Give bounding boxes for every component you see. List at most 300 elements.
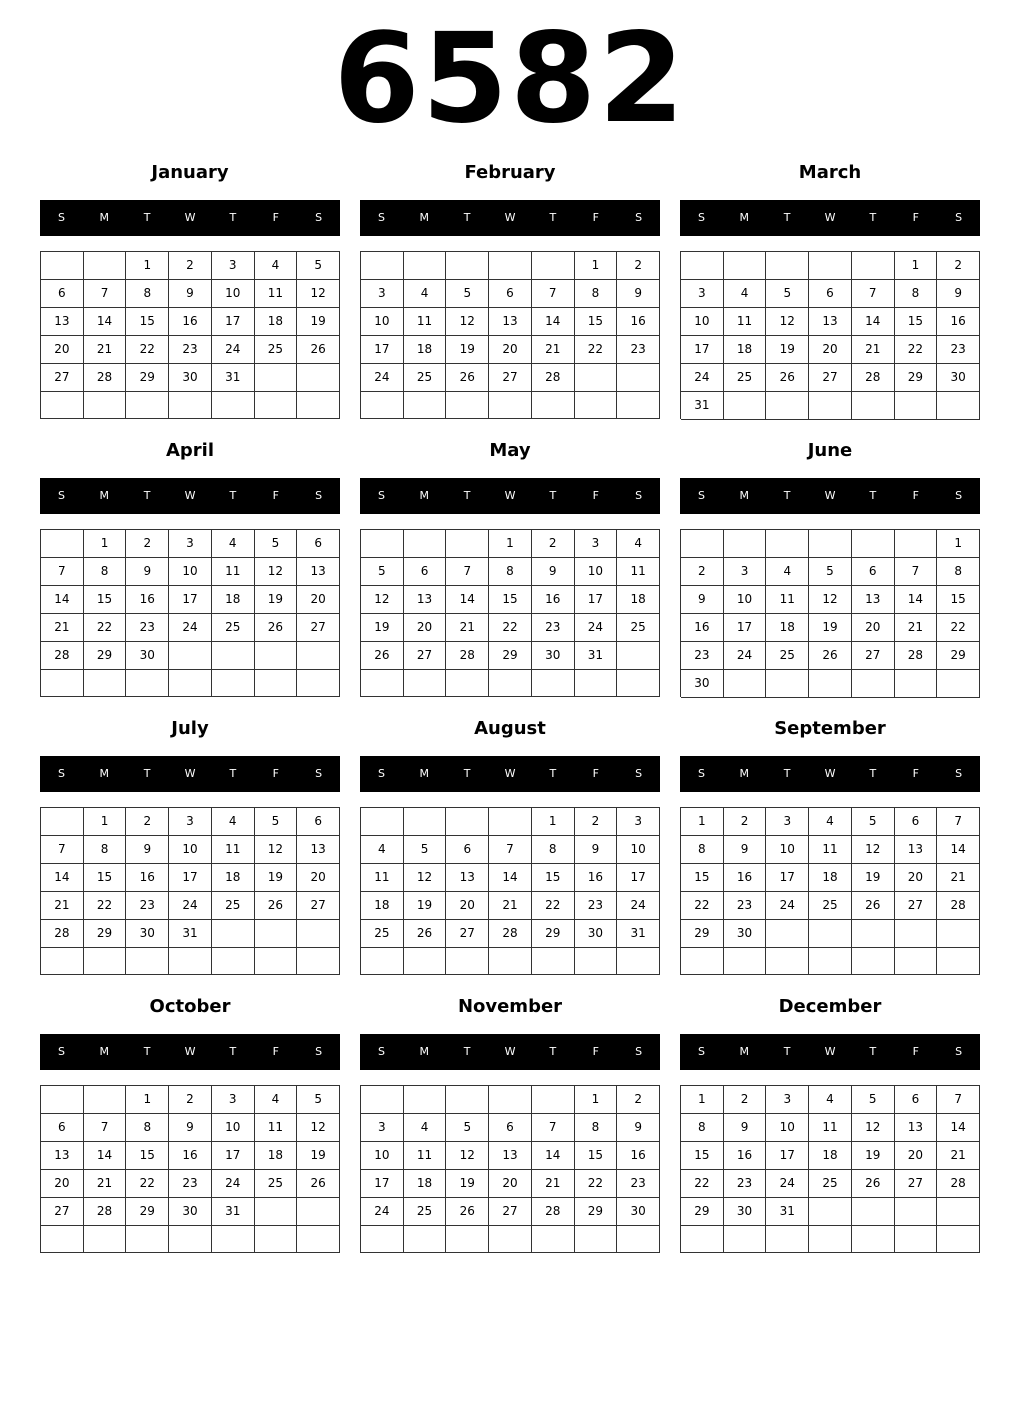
day-cell: 25 <box>809 892 852 920</box>
day-grid <box>680 807 980 975</box>
empty-cell <box>446 670 489 697</box>
empty-cell <box>852 1226 895 1253</box>
day-cell: 25 <box>255 336 298 364</box>
day-cell: 12 <box>361 586 404 614</box>
weekday-label: M <box>99 767 110 780</box>
day-cell: 16 <box>937 308 980 336</box>
empty-cell <box>895 1198 938 1226</box>
day-cell: 10 <box>212 1114 255 1142</box>
day-cell: 5 <box>446 1114 489 1142</box>
day-cell: 23 <box>681 642 724 670</box>
day-cell: 15 <box>126 1142 169 1170</box>
day-cell: 16 <box>724 864 767 892</box>
empty-cell <box>169 670 212 697</box>
month-name: April <box>165 440 215 461</box>
weekday-label: F <box>272 767 279 780</box>
weekday-header <box>40 200 340 236</box>
day-cell: 25 <box>212 614 255 642</box>
day-cell: 27 <box>404 642 447 670</box>
day-cell: 22 <box>84 892 127 920</box>
weekday-label: W <box>504 211 516 224</box>
day-cell: 15 <box>937 586 980 614</box>
day-cell: 17 <box>169 586 212 614</box>
day-cell: 14 <box>532 1142 575 1170</box>
empty-cell <box>489 1086 532 1114</box>
day-cell: 9 <box>169 1114 212 1142</box>
day-cell: 13 <box>297 836 340 864</box>
day-cell: 2 <box>617 252 660 280</box>
day-cell: 16 <box>126 864 169 892</box>
day-cell: 2 <box>937 252 980 280</box>
weekday-label: S <box>315 767 323 780</box>
day-cell: 28 <box>937 892 980 920</box>
weekday-header <box>40 478 340 514</box>
day-cell: 13 <box>852 586 895 614</box>
empty-cell <box>446 1226 489 1253</box>
empty-cell <box>575 392 618 419</box>
empty-cell <box>446 530 489 558</box>
month-name: December <box>778 996 882 1017</box>
empty-cell <box>297 364 340 392</box>
day-cell: 26 <box>361 642 404 670</box>
day-cell: 23 <box>724 892 767 920</box>
day-grid <box>40 529 340 697</box>
empty-cell <box>617 948 660 975</box>
day-cell: 18 <box>724 336 767 364</box>
day-cell: 15 <box>895 308 938 336</box>
empty-cell <box>724 392 767 420</box>
day-cell: 28 <box>446 642 489 670</box>
day-cell: 16 <box>169 308 212 336</box>
day-cell: 14 <box>84 308 127 336</box>
day-cell: 9 <box>617 1114 660 1142</box>
empty-cell <box>446 808 489 836</box>
day-cell: 11 <box>361 864 404 892</box>
day-cell: 28 <box>895 642 938 670</box>
day-cell: 28 <box>84 364 127 392</box>
empty-cell <box>489 252 532 280</box>
empty-cell <box>84 670 127 697</box>
empty-cell <box>297 642 340 670</box>
day-cell: 21 <box>489 892 532 920</box>
day-cell: 11 <box>809 1114 852 1142</box>
weekday-label: S <box>57 767 65 780</box>
empty-cell <box>212 948 255 975</box>
day-cell: 6 <box>41 1114 84 1142</box>
day-cell: 5 <box>297 1086 340 1114</box>
weekday-label: T <box>229 211 237 224</box>
weekday-label: T <box>869 489 877 502</box>
day-cell: 20 <box>852 614 895 642</box>
day-cell: 3 <box>169 530 212 558</box>
empty-cell <box>297 1226 340 1253</box>
weekday-label: T <box>869 767 877 780</box>
day-cell: 29 <box>575 1198 618 1226</box>
empty-cell <box>84 252 127 280</box>
day-cell: 30 <box>532 642 575 670</box>
weekday-label: S <box>697 1045 705 1058</box>
weekday-label: W <box>504 489 516 502</box>
empty-cell <box>895 948 938 975</box>
day-cell: 24 <box>361 1198 404 1226</box>
day-cell: 30 <box>169 364 212 392</box>
day-cell: 19 <box>297 1142 340 1170</box>
day-cell: 5 <box>766 280 809 308</box>
day-cell: 29 <box>937 642 980 670</box>
day-cell: 2 <box>532 530 575 558</box>
day-cell: 22 <box>937 614 980 642</box>
weekday-label: F <box>912 1045 919 1058</box>
day-cell: 17 <box>575 586 618 614</box>
empty-cell <box>297 948 340 975</box>
empty-cell <box>809 1198 852 1226</box>
day-cell: 10 <box>724 586 767 614</box>
day-cell: 23 <box>169 1170 212 1198</box>
empty-cell <box>126 670 169 697</box>
weekday-label: M <box>419 489 430 502</box>
day-cell: 24 <box>212 1170 255 1198</box>
weekday-label: M <box>419 767 430 780</box>
day-cell: 11 <box>809 836 852 864</box>
day-cell: 5 <box>446 280 489 308</box>
day-cell: 27 <box>852 642 895 670</box>
day-cell: 15 <box>489 586 532 614</box>
weekday-label: T <box>549 211 557 224</box>
empty-cell <box>895 920 938 948</box>
empty-cell <box>446 948 489 975</box>
day-grid <box>360 251 660 419</box>
day-cell: 8 <box>84 836 127 864</box>
empty-cell <box>297 670 340 697</box>
day-cell: 8 <box>681 1114 724 1142</box>
weekday-label: T <box>143 489 151 502</box>
empty-cell <box>361 1226 404 1253</box>
day-cell: 25 <box>255 1170 298 1198</box>
empty-cell <box>212 642 255 670</box>
day-cell: 4 <box>766 558 809 586</box>
day-cell: 9 <box>532 558 575 586</box>
day-cell: 9 <box>575 836 618 864</box>
day-grid <box>40 251 340 419</box>
day-cell: 15 <box>681 864 724 892</box>
day-cell: 9 <box>617 280 660 308</box>
empty-cell <box>575 1226 618 1253</box>
weekday-label: M <box>99 211 110 224</box>
day-cell: 26 <box>852 892 895 920</box>
day-cell: 8 <box>84 558 127 586</box>
day-cell: 3 <box>766 1086 809 1114</box>
day-cell: 17 <box>212 1142 255 1170</box>
empty-cell <box>575 670 618 697</box>
empty-cell <box>41 252 84 280</box>
weekday-label: T <box>549 489 557 502</box>
empty-cell <box>852 670 895 698</box>
day-cell: 10 <box>575 558 618 586</box>
day-cell: 15 <box>681 1142 724 1170</box>
month-name: May <box>489 440 531 461</box>
day-grid <box>360 1085 660 1253</box>
weekday-header <box>360 478 660 514</box>
day-cell: 12 <box>766 308 809 336</box>
day-cell: 15 <box>84 586 127 614</box>
day-cell: 3 <box>766 808 809 836</box>
day-cell: 18 <box>404 1170 447 1198</box>
day-cell: 19 <box>852 1142 895 1170</box>
weekday-label: M <box>739 1045 750 1058</box>
day-cell: 13 <box>895 1114 938 1142</box>
empty-cell <box>895 392 938 420</box>
day-cell: 21 <box>84 336 127 364</box>
day-grid <box>680 251 980 419</box>
day-cell: 21 <box>852 336 895 364</box>
weekday-label: M <box>419 1045 430 1058</box>
month-name: September <box>774 718 886 739</box>
empty-cell <box>361 1086 404 1114</box>
day-cell: 5 <box>297 252 340 280</box>
empty-cell <box>617 364 660 392</box>
day-cell: 13 <box>895 836 938 864</box>
empty-cell <box>489 948 532 975</box>
weekday-label: T <box>463 489 471 502</box>
day-cell: 14 <box>41 864 84 892</box>
empty-cell <box>724 530 767 558</box>
day-cell: 23 <box>937 336 980 364</box>
day-cell: 19 <box>255 586 298 614</box>
day-cell: 30 <box>126 920 169 948</box>
empty-cell <box>809 392 852 420</box>
day-cell: 27 <box>41 364 84 392</box>
day-cell: 26 <box>446 364 489 392</box>
weekday-label: F <box>912 211 919 224</box>
day-cell: 9 <box>169 280 212 308</box>
weekday-label: S <box>697 767 705 780</box>
day-cell: 29 <box>84 920 127 948</box>
empty-cell <box>852 920 895 948</box>
day-cell: 30 <box>617 1198 660 1226</box>
weekday-label: W <box>184 489 196 502</box>
day-cell: 8 <box>937 558 980 586</box>
day-cell: 6 <box>895 808 938 836</box>
month-name: January <box>151 162 229 183</box>
weekday-header <box>680 200 980 236</box>
day-cell: 16 <box>681 614 724 642</box>
day-cell: 30 <box>575 920 618 948</box>
day-cell: 8 <box>681 836 724 864</box>
empty-cell <box>41 670 84 697</box>
day-cell: 6 <box>852 558 895 586</box>
day-cell: 19 <box>809 614 852 642</box>
day-cell: 4 <box>212 530 255 558</box>
day-cell: 20 <box>895 864 938 892</box>
day-cell: 2 <box>169 1086 212 1114</box>
weekday-label: T <box>783 211 791 224</box>
weekday-label: T <box>229 1045 237 1058</box>
empty-cell <box>169 642 212 670</box>
day-cell: 25 <box>404 364 447 392</box>
day-cell: 10 <box>361 1142 404 1170</box>
day-cell: 25 <box>404 1198 447 1226</box>
day-cell: 13 <box>446 864 489 892</box>
day-cell: 17 <box>361 1170 404 1198</box>
empty-cell <box>617 392 660 419</box>
empty-cell <box>489 1226 532 1253</box>
weekday-label: S <box>635 211 643 224</box>
day-grid <box>680 1085 980 1253</box>
empty-cell <box>895 670 938 698</box>
day-cell: 28 <box>532 364 575 392</box>
day-cell: 1 <box>575 252 618 280</box>
empty-cell <box>895 530 938 558</box>
day-cell: 21 <box>446 614 489 642</box>
empty-cell <box>852 1198 895 1226</box>
weekday-header <box>40 756 340 792</box>
empty-cell <box>126 1226 169 1253</box>
day-cell: 21 <box>41 614 84 642</box>
empty-cell <box>766 392 809 420</box>
day-cell: 23 <box>617 336 660 364</box>
empty-cell <box>212 1226 255 1253</box>
day-cell: 5 <box>852 1086 895 1114</box>
day-cell: 7 <box>895 558 938 586</box>
day-cell: 11 <box>404 1142 447 1170</box>
day-cell: 20 <box>446 892 489 920</box>
day-cell: 5 <box>361 558 404 586</box>
day-cell: 12 <box>297 1114 340 1142</box>
empty-cell <box>41 392 84 419</box>
day-cell: 1 <box>489 530 532 558</box>
empty-cell <box>126 948 169 975</box>
empty-cell <box>297 1198 340 1226</box>
day-cell: 27 <box>489 1198 532 1226</box>
day-cell: 26 <box>852 1170 895 1198</box>
empty-cell <box>404 392 447 419</box>
empty-cell <box>766 948 809 975</box>
day-cell: 14 <box>852 308 895 336</box>
weekday-label: F <box>592 211 599 224</box>
day-cell: 12 <box>255 558 298 586</box>
day-cell: 21 <box>937 1142 980 1170</box>
day-grid <box>40 1085 340 1253</box>
day-cell: 6 <box>404 558 447 586</box>
empty-cell <box>724 670 767 698</box>
empty-cell <box>681 252 724 280</box>
day-cell: 24 <box>169 614 212 642</box>
day-cell: 1 <box>895 252 938 280</box>
day-cell: 1 <box>126 1086 169 1114</box>
weekday-label: M <box>419 211 430 224</box>
empty-cell <box>766 530 809 558</box>
day-cell: 24 <box>766 892 809 920</box>
day-cell: 31 <box>212 364 255 392</box>
weekday-label: S <box>377 211 385 224</box>
weekday-label: S <box>57 211 65 224</box>
day-cell: 6 <box>809 280 852 308</box>
day-grid <box>360 807 660 975</box>
empty-cell <box>84 1226 127 1253</box>
empty-cell <box>809 530 852 558</box>
day-cell: 19 <box>255 864 298 892</box>
empty-cell <box>489 808 532 836</box>
weekday-label: T <box>549 767 557 780</box>
day-cell: 6 <box>895 1086 938 1114</box>
day-cell: 2 <box>724 808 767 836</box>
day-cell: 6 <box>297 530 340 558</box>
empty-cell <box>169 392 212 419</box>
empty-cell <box>575 948 618 975</box>
day-cell: 23 <box>724 1170 767 1198</box>
day-cell: 12 <box>852 836 895 864</box>
day-cell: 1 <box>84 530 127 558</box>
empty-cell <box>617 1226 660 1253</box>
day-cell: 31 <box>617 920 660 948</box>
weekday-label: S <box>697 211 705 224</box>
weekday-label: F <box>272 211 279 224</box>
day-cell: 21 <box>532 1170 575 1198</box>
month-name: October <box>149 996 231 1017</box>
day-cell: 7 <box>532 1114 575 1142</box>
day-cell: 11 <box>724 308 767 336</box>
empty-cell <box>255 1226 298 1253</box>
day-cell: 23 <box>169 336 212 364</box>
day-cell: 23 <box>126 892 169 920</box>
day-cell: 29 <box>126 364 169 392</box>
day-cell: 22 <box>681 892 724 920</box>
empty-cell <box>361 948 404 975</box>
day-cell: 26 <box>297 1170 340 1198</box>
day-cell: 29 <box>681 920 724 948</box>
empty-cell <box>766 1226 809 1253</box>
day-cell: 22 <box>532 892 575 920</box>
day-cell: 20 <box>489 1170 532 1198</box>
day-cell: 28 <box>41 642 84 670</box>
day-cell: 27 <box>895 892 938 920</box>
weekday-label: S <box>315 1045 323 1058</box>
day-cell: 18 <box>212 586 255 614</box>
month-name: March <box>798 162 862 183</box>
day-cell: 11 <box>212 836 255 864</box>
empty-cell <box>361 530 404 558</box>
day-cell: 1 <box>681 808 724 836</box>
day-cell: 2 <box>681 558 724 586</box>
empty-cell <box>84 948 127 975</box>
day-cell: 6 <box>446 836 489 864</box>
day-cell: 15 <box>126 308 169 336</box>
empty-cell <box>852 948 895 975</box>
day-grid <box>680 529 980 697</box>
weekday-label: W <box>504 1045 516 1058</box>
empty-cell <box>532 670 575 697</box>
empty-cell <box>489 392 532 419</box>
day-cell: 19 <box>297 308 340 336</box>
day-cell: 15 <box>84 864 127 892</box>
empty-cell <box>852 392 895 420</box>
day-cell: 20 <box>895 1142 938 1170</box>
weekday-label: T <box>783 767 791 780</box>
weekday-label: T <box>549 1045 557 1058</box>
weekday-label: M <box>739 489 750 502</box>
day-cell: 6 <box>489 280 532 308</box>
day-cell: 20 <box>809 336 852 364</box>
day-cell: 3 <box>361 1114 404 1142</box>
day-cell: 31 <box>766 1198 809 1226</box>
day-cell: 26 <box>809 642 852 670</box>
weekday-label: S <box>377 767 385 780</box>
weekday-label: F <box>912 767 919 780</box>
weekday-label: T <box>229 489 237 502</box>
weekday-label: S <box>635 767 643 780</box>
empty-cell <box>766 670 809 698</box>
day-cell: 1 <box>575 1086 618 1114</box>
